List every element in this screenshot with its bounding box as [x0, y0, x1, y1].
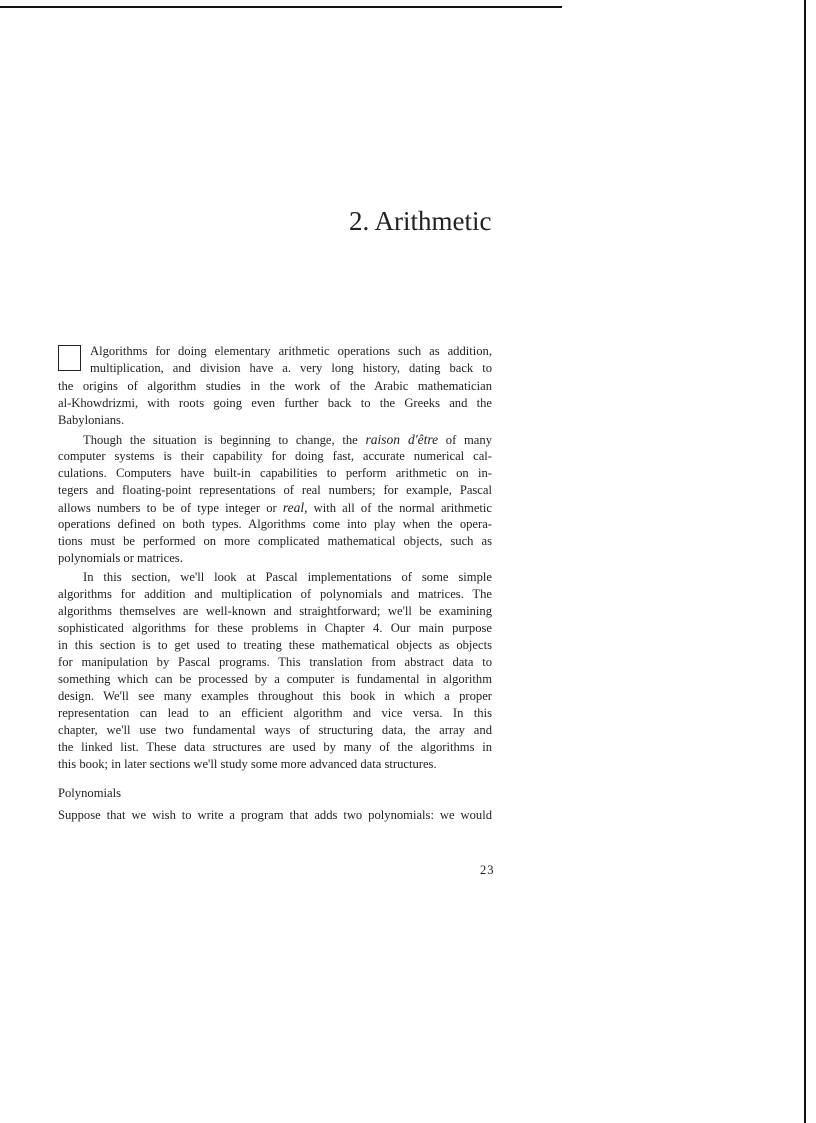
- paragraph-line: [58, 739, 492, 756]
- text-run: tions must be performed on more complicated mathematical objects, such as: [58, 534, 492, 548]
- paragraph-line: [58, 465, 492, 482]
- text-run: design. We'll see many examples throughout this book in which a proper: [58, 689, 492, 703]
- paragraph-line: [58, 343, 492, 360]
- paragraph-line: [58, 516, 492, 533]
- paragraph-line: [58, 569, 492, 586]
- text-run: with all of the normal arithmetic: [307, 501, 493, 515]
- italic-text: raison d'être: [365, 432, 439, 447]
- paragraph-line: [58, 550, 492, 567]
- text-run: algorithms for addition and multiplication of polynomials and matrices. The: [58, 587, 492, 601]
- chapter-title: 2. Arithmetic: [349, 206, 492, 236]
- paragraph-line: [58, 482, 492, 499]
- text-run: operations defined on both types. Algorithms come into play when the opera-: [58, 517, 492, 531]
- top-rule: [0, 6, 562, 8]
- text-run: In this section, we'll look at Pascal implementations of some simple: [83, 570, 492, 584]
- paragraph-line: [58, 756, 492, 773]
- text-run: computer systems is their capability for doing fast, accurate numerical cal-: [58, 449, 492, 463]
- text-run: sophisticated algorithms for these problems in Chapter 4. Our main purpose: [58, 621, 492, 635]
- paragraph-line: [58, 360, 492, 377]
- paragraph-line: [58, 705, 492, 722]
- text-run: this book; in later sections we'll study some more advanced data structures.: [58, 757, 437, 771]
- paragraph-line: [58, 603, 492, 620]
- paragraph-line: [58, 448, 492, 465]
- text-run: algorithms themselves are well-known and straightforward; we'll be examining: [58, 604, 492, 618]
- text-run: the origins of algorithm studies in the work of the Arabic mathematician: [58, 379, 492, 393]
- text-run: chapter, we'll use two fundamental ways of structuring data, the array and: [58, 723, 492, 737]
- section-heading: Polynomials: [58, 786, 121, 800]
- page-number: 23: [480, 863, 495, 877]
- paragraph-line: [58, 671, 492, 688]
- text-run: culations. Computers have built-in capabilities to perform arithmetic on in-: [58, 466, 492, 480]
- text-run: for manipulation by Pascal programs. This translation from abstract data to: [58, 655, 492, 669]
- paragraph-line: [58, 620, 492, 637]
- paragraph-line: [58, 533, 492, 550]
- text-run: Babylonians.: [58, 413, 125, 427]
- paragraph-line: [58, 586, 492, 603]
- text-run: in this section is to get used to treating these mathematical objects as objects: [58, 638, 492, 652]
- text-run: allows numbers to be of type integer or: [58, 501, 283, 515]
- paragraph-line: [58, 499, 492, 517]
- paragraph-line: [58, 412, 492, 429]
- paragraph-line: [58, 637, 492, 654]
- text-run: Algorithms for doing elementary arithmetic operations such as addition,: [90, 344, 492, 358]
- paragraph-line: Suppose that we wish to write a program that adds two polynomials: we would: [58, 808, 492, 822]
- text-run: the linked list. These data structures are used by many of the algorithms in: [58, 740, 492, 754]
- italic-text: real,: [282, 500, 308, 515]
- text-run: something which can be processed by a computer is fundamental in algorithm: [58, 672, 492, 686]
- text-run: Though the situation is beginning to change, the: [83, 433, 366, 447]
- text-run: of many: [438, 433, 492, 447]
- paragraph-line: [58, 378, 492, 395]
- paragraph-line: [58, 654, 492, 671]
- text-run: tegers and floating-point representations of real numbers; for example, Pascal: [58, 483, 492, 497]
- text-run: al-Khowdrizmi, with roots going even further back to the Greeks and the: [58, 396, 492, 410]
- text-run: representation can lead to an efficient algorithm and vice versa. In this: [58, 706, 492, 720]
- text-run: multiplication, and division have a. very long history, dating back to: [90, 361, 492, 375]
- paragraph-line: [58, 688, 492, 705]
- text-run: polynomials or matrices.: [58, 551, 183, 565]
- page-edge-rule: [804, 0, 806, 1123]
- paragraph-line: [58, 722, 492, 739]
- paragraph-line: [58, 431, 492, 449]
- paragraph-line: [58, 395, 492, 412]
